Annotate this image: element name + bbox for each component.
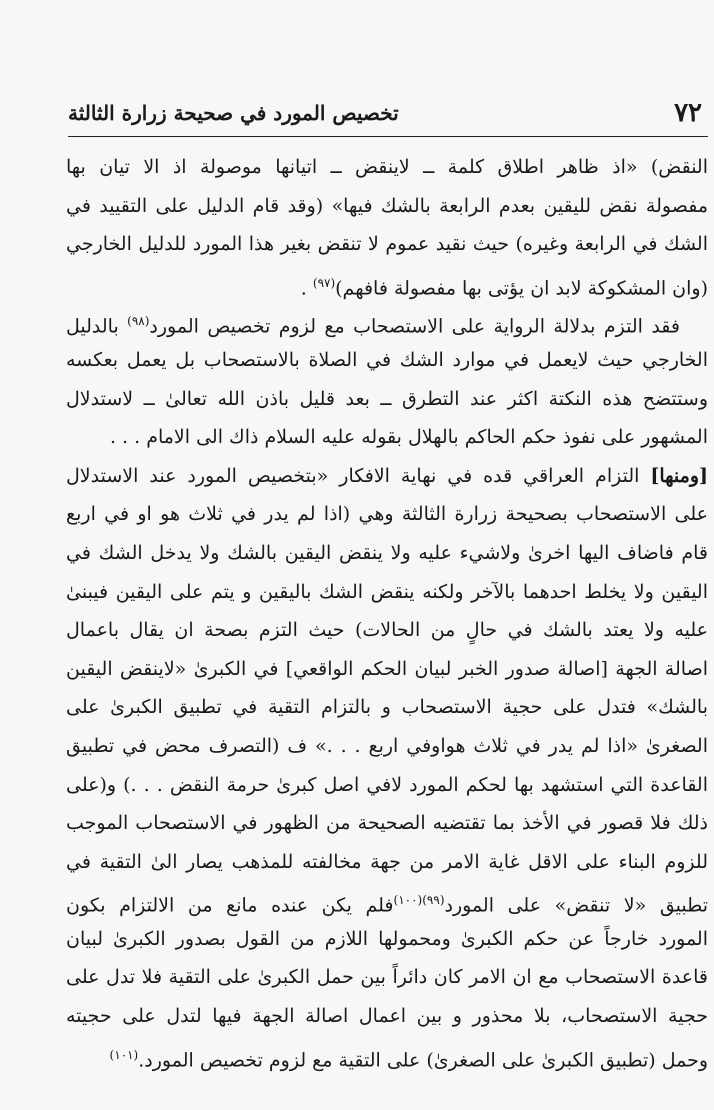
text-line: [66, 418, 708, 457]
line-text: قام فاضاف اليها اخرىٰ ولاشيء عليه ولا ينقض اليقين بالشك ولا يدخل الشك في: [66, 541, 708, 564]
line-text: قاعدة الاستصحاب مع ان الامر كان دائراً بين حمل الكبرىٰ على التقية فلا تدل على: [66, 966, 708, 989]
header-rule: [68, 136, 708, 137]
line-text: وستتضح هذه النكتة اكثر عند التطرق ــ بعد قليل باذن الله تعالىٰ ــ لاستدلال: [66, 387, 708, 410]
line-text: القاعدة التي استشهد بها لحكم المورد لافي اصل كبرىٰ حرمة النقض . . .) و(على: [66, 773, 708, 796]
paragraph-lead: [ومنها]: [650, 464, 708, 487]
line-text: مفصولة نقض لليقين بعدم الرابعة بالشك فيها» (وقد قام الدليل على التقييد في: [66, 194, 708, 217]
line-text: وحمل (تطبيق الكبرىٰ على الصغرىٰ) على التقية مع لزوم تخصيص المورد.: [138, 1048, 708, 1071]
text-line: [66, 341, 708, 380]
running-title: تخصيص المورد في صحيحة زرارة الثالثة: [68, 101, 399, 125]
line-text: المورد خارجاً عن حكم الكبرىٰ ومحمولها اللازم من القول بصدور الكبرىٰ لبيان: [66, 927, 708, 950]
line-text: الخارجي حيث لايعمل في موارد الشك في الصلاة بالاستصحاب بل يعمل بعكسه: [66, 348, 708, 371]
text-line: [66, 1036, 708, 1075]
text-line: [66, 766, 708, 805]
line-text: عليه ولا يعتد بالشك في حالٍ من الحالات) حيث التزم بصحة ان يقال باعمال: [66, 619, 708, 642]
text-line: [66, 573, 708, 612]
text-line: [66, 187, 708, 226]
line-text: للزوم البناء على الاقل غاية الامر من جهة مخالفته للمذهب يصار الىٰ التقية في: [66, 850, 708, 873]
line-text: اصالة الجهة [اصالة صدور الخبر لبيان الحكم الواقعي] في الكبرىٰ «لاينقض اليقين: [66, 657, 708, 680]
line-text: (وان المشكوكة لابد ان يؤتى بها مفصولة فافهم): [335, 277, 708, 300]
text-line: [66, 997, 708, 1036]
text-line: [66, 881, 708, 920]
text-line: [66, 495, 708, 534]
line-text-tail: فلم يكن عنده مانع من الالتزام بكون: [66, 894, 394, 917]
text-line: [66, 380, 708, 419]
text-line: [66, 457, 708, 496]
line-text: الشك في الرابعة وغيره) حيث نقيد عموم لا تنقض بغير هذا المورد للدليل الخارجي: [66, 233, 708, 256]
text-line: [66, 804, 708, 843]
text-line: [66, 302, 708, 341]
line-text-tail: بالدليل: [66, 315, 128, 338]
footnote-marker: (٩٩): [422, 893, 445, 908]
page-header: [68, 96, 708, 132]
line-text: ذلك فلا قصور في الأخذ بما تقتضيه الصحيحة من الظهور في الاستصحاب الموجب: [66, 812, 708, 835]
footnote-marker: (٩٧): [312, 275, 336, 290]
line-text: تطبيق «لا تنقض» على المورد: [444, 894, 708, 917]
footnote-marker: (١٠١): [109, 1047, 139, 1062]
footnote-marker: (١٠٠): [393, 893, 423, 908]
line-text-tail: .: [300, 277, 313, 300]
text-line: [66, 920, 708, 959]
text-line: [66, 148, 708, 187]
text-line: [66, 688, 708, 727]
line-text: التزام العراقي قده في نهاية الافكار «بتخصيص المورد عند الاستدلال: [66, 464, 651, 487]
line-text: المشهور على نفوذ حكم الحاكم بالهلال بقوله عليه السلام ذاك الى الامام . . .: [109, 426, 708, 449]
body-text: [66, 148, 708, 1074]
line-text: حجية الاستصحاب، بلا محذور و بين اعمال اصالة الجهة فيها لتدل على حجيته: [66, 1005, 708, 1028]
line-text: بالشك» فتدل على حجية الاستصحاب و بالتزام التقية في تطبيق الكبرىٰ على: [66, 696, 708, 719]
text-line: [66, 843, 708, 882]
text-line: [66, 534, 708, 573]
line-text: النقض) «اذ ظاهر اطلاق كلمة ــ لاينقض ــ اتيانها موصولة اذ الا تيان بها: [66, 156, 708, 178]
text-line: [66, 225, 708, 264]
page-number: ٧٢: [674, 98, 702, 128]
text-line: [66, 727, 708, 766]
text-line: [66, 264, 708, 303]
line-text: فقد التزم بدلالة الرواية على الاستصحاب مع لزوم تخصيص المورد: [149, 315, 680, 338]
text-line: [66, 958, 708, 997]
line-text: على الاستصحاب بصحيحة زرارة الثالثة وهي (اذا لم يدر في ثلاث هو او في اربع: [66, 503, 708, 526]
text-line: [66, 611, 708, 650]
text-line: [66, 650, 708, 689]
line-text: الصغرىٰ «اذا لم يدر في ثلاث هواوفي اربع . . .» ف (التصرف محض في تطبيق: [66, 734, 708, 757]
footnote-marker: (٩٨): [127, 314, 150, 329]
line-text: اليقين ولا يخلط احدهما بالآخر ولكنه ينقض الشك باليقين و يتم على اليقين فيبنىٰ: [66, 580, 708, 603]
